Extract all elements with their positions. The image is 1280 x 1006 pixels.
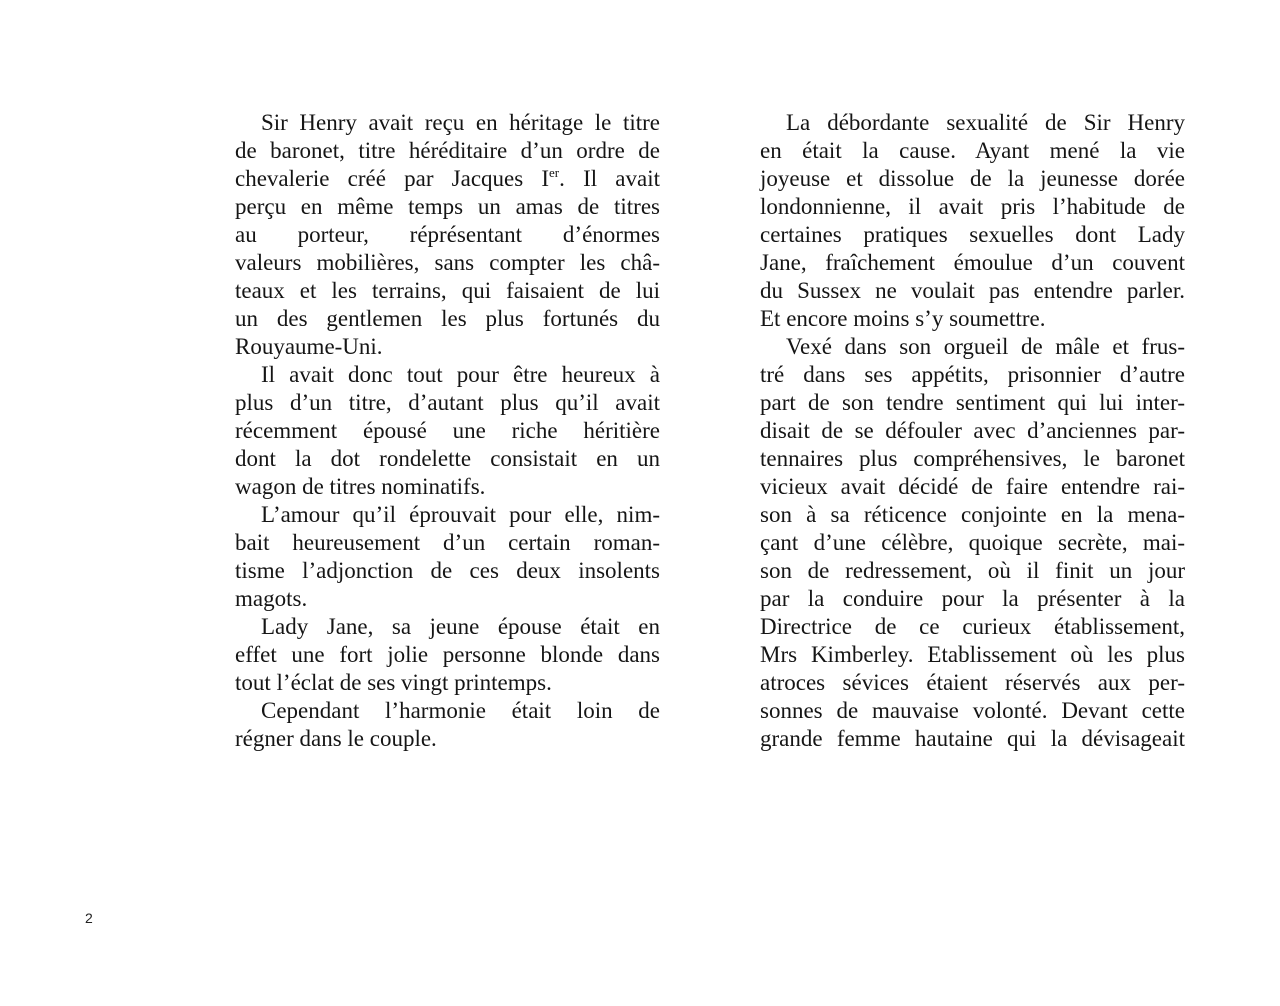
text-line: tré dans ses appétits, prisonnier d’autre (760, 362, 1185, 387)
text-line: tout l’éclat de ses vingt printemps. (235, 670, 552, 695)
text-line: tennaires plus compréhensives, le baronet (760, 446, 1185, 471)
text-line: perçu en même temps un amas de titres (235, 194, 660, 219)
text-line: çant d’une célèbre, quoique secrète, mai- (760, 530, 1185, 555)
text-line-with-superscript (209, 165, 660, 193)
text-line: wagon de titres nominatifs. (235, 474, 486, 499)
text-line: son de redressement, où il finit un jour (760, 558, 1185, 583)
text-line: certaines pratiques sexuelles dont Lady (760, 222, 1185, 247)
right-text-column (734, 109, 1185, 753)
text-line: bait heureusement d’un certain roman- (235, 530, 660, 555)
text-line: sonnes de mauvaise volonté. Devant cette (760, 698, 1185, 723)
text-line: joyeuse et dissolue de la jeunesse dorée (760, 166, 1185, 191)
text-line: un des gentlemen les plus fortunés du (235, 306, 660, 331)
text-line: magots. (235, 586, 308, 611)
paragraph (209, 613, 660, 697)
paragraph (209, 501, 660, 613)
text-line-continuation: . Il avait (559, 166, 660, 191)
text-line: La débordante sexualité de Sir Henry (786, 110, 1185, 135)
text-line: chevalerie créé par Jacques I (235, 166, 550, 191)
text-line: Mrs Kimberley. Etablissement où les plus (760, 642, 1185, 667)
text-line: valeurs mobilières, sans compter les châ- (235, 250, 660, 275)
text-line: dont la dot rondelette consistait en un (235, 446, 660, 471)
paragraph (734, 109, 1185, 333)
text-line: londonnienne, il avait pris l’habitude de (760, 194, 1185, 219)
text-line: régner dans le couple. (235, 726, 437, 751)
superscript: er (549, 165, 560, 180)
text-line: atroces sévices étaient réservés aux per- (760, 670, 1185, 695)
text-line: teaux et les terrains, qui faisaient de lui (235, 278, 660, 303)
paragraph (209, 697, 660, 753)
text-line: son à sa réticence conjointe en la mena- (760, 502, 1185, 527)
paragraph (209, 109, 660, 361)
paragraph (209, 361, 660, 501)
text-line: Directrice de ce curieux établissement, (760, 614, 1185, 639)
text-line: Et encore moins s’y soumettre. (760, 306, 1046, 331)
text-line: Cependant l’harmonie était loin de (261, 698, 660, 723)
text-line: Vexé dans son orgueil de mâle et frus- (786, 334, 1185, 359)
text-line: de baronet, titre héréditaire d’un ordre de (235, 138, 660, 163)
text-line: tisme l’adjonction de ces deux insolents (235, 558, 660, 583)
page-number: 2 (85, 910, 93, 926)
text-line: par la conduire pour la présenter à la (760, 586, 1185, 611)
left-text-column (209, 109, 660, 753)
paragraph (734, 333, 1185, 753)
text-line: récemment épousé une riche héritière (235, 418, 660, 443)
text-line: Il avait donc tout pour être heureux à (261, 362, 660, 387)
text-line: en était la cause. Ayant mené la vie (760, 138, 1185, 163)
text-line: Jane, fraîchement émoulue d’un couvent (760, 250, 1185, 275)
text-line: Rouyaume-Uni. (235, 334, 383, 359)
text-line: au porteur, réprésentant d’énormes (235, 222, 660, 247)
text-line: du Sussex ne voulait pas entendre parler. (760, 278, 1185, 303)
text-line: L’amour qu’il éprouvait pour elle, nim- (261, 502, 660, 527)
text-line: disait de se défouler avec d’anciennes par- (760, 418, 1185, 443)
text-line: Sir Henry avait reçu en héritage le titre (261, 110, 660, 135)
text-line: grande femme hautaine qui la dévisageait (760, 726, 1185, 751)
text-line: vicieux avait décidé de faire entendre rai- (760, 474, 1185, 499)
text-line: part de son tendre sentiment qui lui inter- (760, 390, 1185, 415)
text-line: effet une fort jolie personne blonde dans (235, 642, 660, 667)
text-line: plus d’un titre, d’autant plus qu’il avait (235, 390, 660, 415)
text-line: Lady Jane, sa jeune épouse était en (261, 614, 660, 639)
